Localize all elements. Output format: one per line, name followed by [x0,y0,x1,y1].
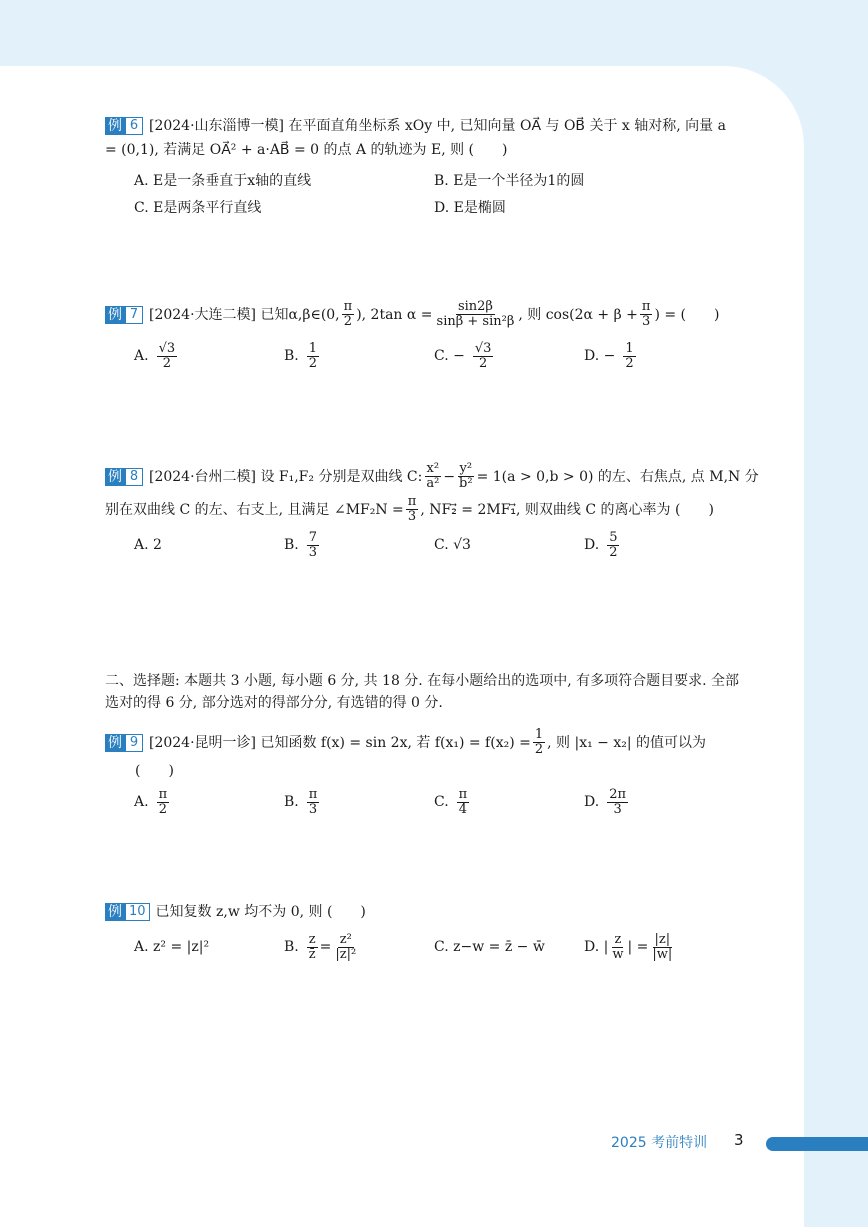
option-d: D. $\frac{2\pi}{3}$ [584,786,627,817]
option-c: C. E是两条平行直线 [134,200,262,216]
option-d: D. − $\frac{1}{2}$ [584,340,634,371]
option-b: B. $\frac{1}{2}$ [284,340,318,371]
question-7 [105,300,770,371]
question-8 [105,462,770,560]
fraction: $\frac{\text{x²}}{\text{a²}}$ [426,461,440,491]
fraction: $\frac{\text{y²}}{\text{b²}}$ [459,461,473,491]
answer-paren: ( ) [135,763,174,779]
option-c: C. √3 [434,537,471,553]
question-8-line1: 例 8 [2024·台州二模] 设 F₁,F₂ 分别是双曲线 C: $\frac{\text{x²}}{\text{a²}}$ − $\frac{\text{y²}}{\text{b²}}$ = 1(a > 0,b > 0) 的左、右焦点, 点 M,N 分 [105,462,770,491]
fraction: $\frac{\sin 2\beta}{\text{sinβ + sin²β}}$ [436,299,515,329]
option-c: C. $\frac{\pi}{4}$ [434,786,468,817]
options [105,787,770,817]
options [105,932,770,962]
option-d: D. | $\frac{z}{w}$ | = $\frac{|z|}{|w|}$ [584,931,673,962]
footer-accent-bar [766,1137,868,1151]
fraction: $\frac{7}{3}$ [308,529,318,560]
option-a: A. $\frac{√3}{2}$ [134,340,176,371]
fraction: $\frac{1}{2}$ [625,340,634,371]
options [105,530,770,560]
fraction: $\frac{\pi}{3}$ [407,494,417,524]
page-number: 3 [734,1131,744,1149]
option-b: B. E是一个半径为1的圆 [434,173,585,189]
fraction: $\frac{\pi}{3}$ [641,299,651,329]
option-d: D. $\frac{5}{2}$ [584,529,618,560]
section-header: 二、选择题: 本题共 3 小题, 每小题 6 分, 共 18 分. 在每小题给出的选项中, 有多项符合题目要求. 全部 选对的得 6 分, 部分选对的得部分分, 有选错的得 0 分. [105,673,739,711]
fraction: $\frac{1}{2}$ [534,727,544,757]
question-10 [105,900,770,962]
fraction: $\frac{√3}{2}$ [158,340,176,371]
example-tag: 例 8 [105,468,143,486]
option-c: C. z−w = z̄ − w̄ [434,939,545,955]
example-tag: 例 10 [105,903,150,921]
example-tag: 例 6 [105,117,143,135]
fraction: $\frac{z}{z̄}$ [308,931,316,962]
fraction: $\frac{\pi}{4}$ [458,786,468,817]
fraction: $\frac{|z|}{|w|}$ [652,931,673,962]
question-6-line2: = (0,1), 若满足 OA⃗² + a·AB⃗ = 0 的点 A 的轨迹为 E, 则 ( ) [105,142,508,158]
question-8-line2: 别在双曲线 C 的左、右支上, 且满足 ∠MF₂N = $\frac{\pi}{3}$ , NF₂⃗ = 2MF₁⃗, 则双曲线 C 的离心率为 ( ) [105,494,714,524]
footer-title: 2025 考前特训 [611,1135,708,1151]
option-a: A. $\frac{\pi}{2}$ [134,786,168,817]
fraction: $\frac{z}{w}$ [612,931,624,962]
option-b: B. $\frac{z}{z̄}$ = $\frac{\text{z²}}{\text{|z|²}}$ [284,931,357,962]
example-tag: 例 7 [105,306,143,324]
question-6 [105,114,770,220]
option-b: B. $\frac{\pi}{3}$ [284,786,318,817]
option-a: A. 2 [134,537,162,553]
question-10-stem: 例 10 已知复数 z,w 均不为 0, 则 ( ) [105,900,770,924]
option-c: C. − $\frac{√3}{2}$ [434,340,492,371]
question-9 [105,728,770,817]
option-a: A. z² = |z|² [134,939,210,955]
fraction: $\frac{2\pi}{3}$ [609,786,627,817]
fraction: $\frac{\text{z²}}{\text{|z|²}}$ [335,931,357,962]
question-9-stem: 例 9 [2024·昆明一诊] 已知函数 f(x) = sin 2x, 若 f(x₁) = f(x₂) = $\frac{1}{2}$ , 则 |x₁ − x₂| 的值可以为 [105,728,770,757]
fraction: $\frac{\pi}{3}$ [308,786,318,817]
option-b: B. $\frac{7}{3}$ [284,529,318,560]
options [105,341,770,371]
fraction: $\frac{1}{2}$ [308,340,318,371]
fraction: $\frac{\pi}{2}$ [343,299,353,329]
page-sheet [0,66,804,1227]
option-d: D. E是椭圆 [434,200,506,216]
options [105,166,770,220]
option-a: A. E是一条垂直于x轴的直线 [134,173,312,189]
fraction: $\frac{√3}{2}$ [474,340,492,371]
fraction: $\frac{5}{2}$ [609,529,618,560]
fraction: $\frac{\pi}{2}$ [158,786,168,817]
question-6-line1: 例 6 [2024·山东淄博一模] 在平面直角坐标系 xOy 中, 已知向量 OA⃗ 与 OB⃗ 关于 x 轴对称, 向量 a [105,114,770,138]
question-7-stem: 例 7 [2024·大连二模] 已知α,β∈(0, $\frac{\pi}{2}$ ), 2tan α = $\frac{\sin 2\beta}{\text{sinβ + sin²β}}$ , 则 cos(2α + β + $\frac{\pi}{3}$ ) = ( ) [105,300,770,329]
example-tag: 例 9 [105,734,143,752]
